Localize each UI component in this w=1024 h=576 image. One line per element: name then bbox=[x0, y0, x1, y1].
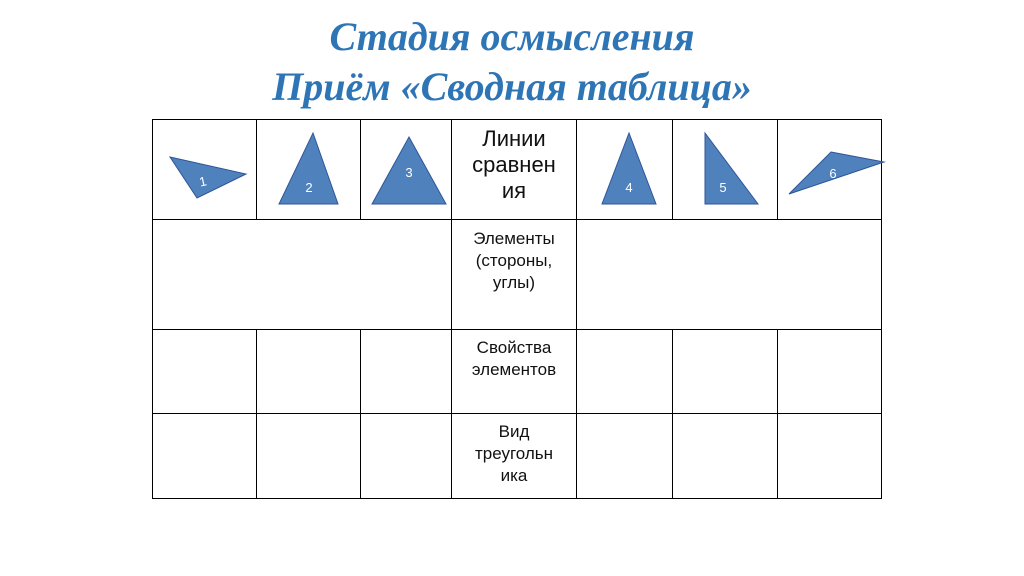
row-label-line: Свойства bbox=[476, 338, 552, 357]
triangle-label: 2 bbox=[305, 180, 313, 195]
header-label-line: ия bbox=[501, 178, 527, 203]
row-label-line: (стороны, bbox=[475, 251, 553, 270]
triangle-3-icon bbox=[372, 137, 446, 204]
triangle-label: 3 bbox=[405, 165, 413, 180]
row-label-line: Вид bbox=[498, 422, 530, 441]
row-label-line: Элементы bbox=[473, 229, 555, 248]
triangle-5-icon bbox=[705, 133, 758, 204]
header-label-line: сравнен bbox=[472, 152, 556, 177]
slide-title-line1: Стадия осмысления bbox=[329, 14, 695, 59]
row-label-line: треугольн bbox=[474, 444, 554, 463]
triangle-6-icon bbox=[789, 152, 884, 194]
triangle-1-icon bbox=[170, 157, 246, 198]
triangle-4-icon bbox=[602, 133, 656, 204]
triangle-2-icon bbox=[279, 133, 338, 204]
triangle-label: 6 bbox=[829, 166, 837, 181]
triangle-label: 4 bbox=[625, 180, 633, 195]
row-label-line: углы) bbox=[492, 273, 536, 292]
row-label-line: элементов bbox=[471, 360, 557, 379]
row-label-line: ика bbox=[500, 466, 528, 485]
triangle-label: 5 bbox=[719, 180, 727, 195]
triangle-label: 1 bbox=[197, 173, 208, 190]
header-label-line: Линии bbox=[482, 126, 546, 151]
slide-title-line2: Приём «Сводная таблица» bbox=[272, 64, 752, 109]
